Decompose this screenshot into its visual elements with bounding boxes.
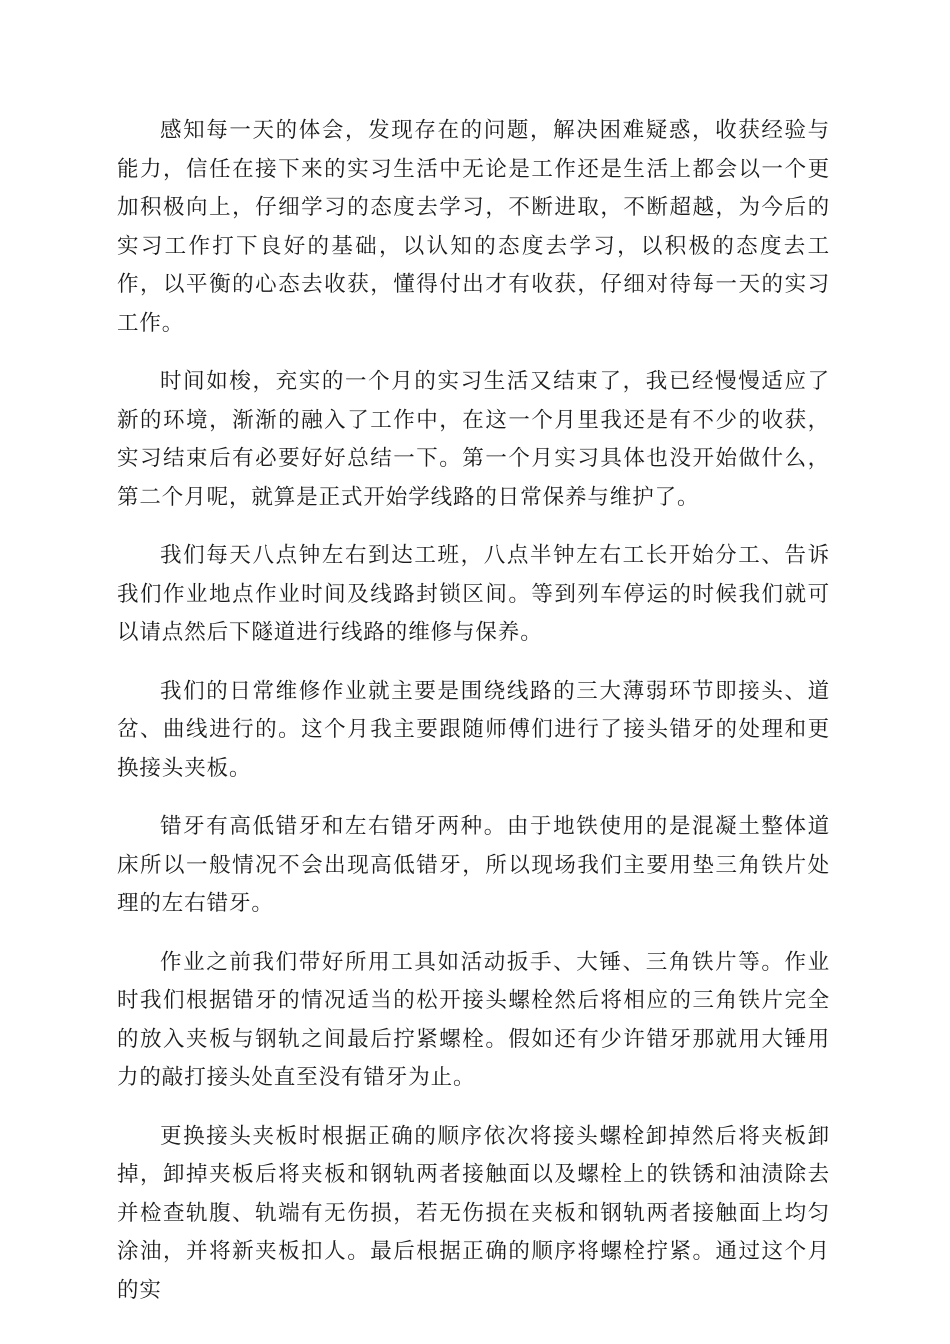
paragraph-2: 时间如梭，充实的一个月的实习生活又结束了，我已经慢慢适应了新的环境，渐渐的融入了工作中，在这一个月里我还是有不少的收获，实习结束后有必要好好总结一下。第一个月实习具体也没开始做什么，第二个月呢，就算是正式开始学线路的日常保养与维护了。: [117, 369, 830, 510]
paragraph-6: 作业之前我们带好所用工具如活动扳手、大锤、三角铁片等。作业时我们根据错牙的情况适当的松开接头螺栓然后将相应的三角铁片完全的放入夹板与钢轨之间最后拧紧螺栓。假如还有少许错牙那就用大锤用力的敲打接头处直至没有错牙为止。: [117, 949, 830, 1090]
document-body: [117, 112, 830, 1330]
paragraph-1: 感知每一天的体会，发现存在的问题，解决困难疑惑，收获经验与能力，信任在接下来的实习生活中无论是工作还是生活上都会以一个更加积极向上，仔细学习的态度去学习，不断进取，不断超越，为今后的实习工作打下良好的基础，以认知的态度去学习，以积极的态度去工作，以平衡的心态去收获，懂得付出才有收获，仔细对待每一天的实习工作。: [117, 118, 830, 336]
paragraph-4: 我们的日常维修作业就主要是围绕线路的三大薄弱环节即接头、道岔、曲线进行的。这个月我主要跟随师傅们进行了接头错牙的处理和更换接头夹板。: [117, 678, 830, 781]
paragraph-7: 更换接头夹板时根据正确的顺序依次将接头螺栓卸掉然后将夹板卸掉，卸掉夹板后将夹板和钢轨两者接触面以及螺栓上的铁锈和油渍除去并检查轨腹、轨端有无伤损，若无伤损在夹板和钢轨两者接触面上均匀涂油，并将新夹板扣人。最后根据正确的顺序将螺栓拧紧。通过这个月的实: [117, 1123, 830, 1303]
paragraph-5: 错牙有高低错牙和左右错牙两种。由于地铁使用的是混凝土整体道床所以一般情况不会出现高低错牙，所以现场我们主要用垫三角铁片处理的左右错牙。: [117, 814, 830, 916]
paragraph-3: 我们每天八点钟左右到达工班，八点半钟左右工长开始分工、告诉我们作业地点作业时间及线路封锁区间。等到列车停运的时候我们就可以请点然后下隧道进行线路的维修与保养。: [117, 543, 830, 645]
